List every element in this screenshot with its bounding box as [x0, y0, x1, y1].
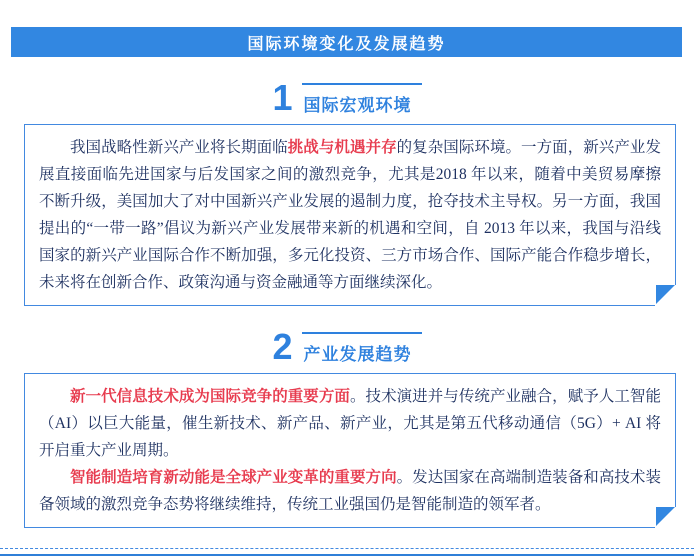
paragraph-text: 我国战略性新兴产业将长期面临 [70, 139, 288, 156]
paragraph-text: 的复杂国际环境。一方面，新兴产业发展直接面临先进国家与后发国家之间的激烈竞争，尤其是2018 年以来，随着中美贸易摩擦不断升级，美国加大了对中国新兴产业发展的遏制力度，抢夺技术主导权。另一方面，我国提出的“一带一路”倡议为新兴产业发展带来新的机遇和空间，自 2013 年以来，我国与沿线国家的新兴产业国际合作不断加强，多元化投资、三方市场合作、国际产能合作稳步增长，未来将在创新合作、政策沟通与资金融通等方面继续深化。 [39, 139, 661, 291]
section-1-heading [0, 77, 694, 118]
corner-fold-icon [655, 285, 676, 306]
highlight-text: 智能制造培育新动能是全球产业变革的重要方向 [70, 469, 397, 486]
paragraph [39, 464, 661, 518]
dashed-divider [0, 548, 694, 549]
page-title: 国际环境变化及发展趋势 [247, 35, 446, 53]
highlight-text: 挑战与机遇并存 [287, 139, 397, 156]
paragraph-text: 。发达国家在高端制造装备和高技术装备领域的激烈竞争态势将继续维持，传统工业强国仍是智能制造的领军者。 [39, 469, 661, 513]
paragraph [39, 134, 661, 296]
section-2-label: 产业发展趋势 [302, 332, 422, 365]
corner-fold-icon [655, 507, 676, 528]
section-2-box [24, 373, 676, 528]
paragraph-text: 。技术演进并与传统产业融合，赋予人工智能（AI）以巨大能量，催生新技术、新产品、新产业，尤其是第五代移动通信（5G）+ AI 将开启重大产业周期。 [39, 388, 661, 459]
section-2-heading [0, 326, 694, 367]
section-2-number: 2 [272, 326, 293, 367]
title-bar [11, 27, 682, 57]
section-1-label: 国际宏观环境 [302, 83, 422, 116]
section-1-box [24, 124, 676, 306]
paragraph [39, 383, 661, 464]
highlight-text: 新一代信息技术成为国际竞争的重要方面 [70, 388, 350, 405]
section-1-number: 1 [272, 77, 293, 118]
